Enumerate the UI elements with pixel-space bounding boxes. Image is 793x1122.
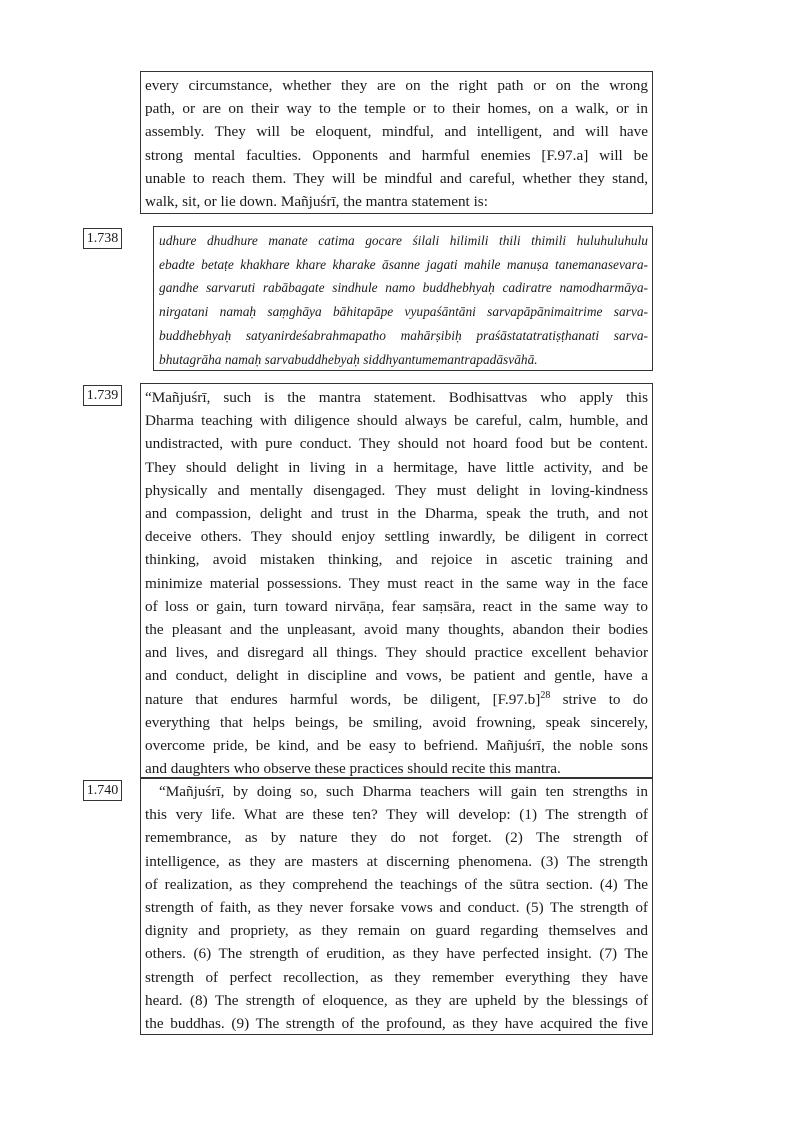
text-segment: strive to do [550, 690, 649, 708]
text-line: heard. (8) The strength of eloquence, as they are upheld by the blessings of [145, 991, 648, 1009]
text-line: ebadte betaṭe khakhare khare kharake āsanne jagati mahile manuṣa tanemanasevara- [159, 256, 648, 272]
footnote-marker[interactable]: 28 [540, 689, 551, 701]
text-line: of realization, as they comprehend the teachings of the sūtra section. (4) The [145, 875, 648, 893]
text-line: assembly. They will be eloquent, mindful, and intelligent, and will have [145, 123, 648, 141]
text-line: walk, sit, or lie down. Mañjuśrī, the mantra statement is: [145, 193, 488, 211]
text-line: and conduct, delight in discipline and vows, be patient and gentle, have a [145, 667, 648, 685]
text-line: and lives, and disregard all things. They should practice excellent behavior [145, 644, 648, 662]
continuation-paragraph [140, 71, 653, 214]
text-line: strength of faith, as they never forsake vows and conduct. (5) The strength of [145, 899, 648, 917]
text-line: gandhe sarvaruti rabābagate sindhule namo buddhebhyaḥ cadiratre namodharmāya- [159, 280, 648, 296]
text-line: thinking, avoid mistaken thinking, and rejoice in ascetic training and [145, 551, 648, 569]
text-line: and compassion, delight and trust in the Dharma, speak the truth, and not [145, 505, 648, 523]
text-line: “Mañjuśrī, such is the mantra statement. Bodhisattvas who apply this [145, 389, 648, 406]
text-line: minimize material possessions. They must react in the same way in the face [145, 574, 648, 592]
text-line: physically and mentally disengaged. They must delight in loving-kindness [145, 481, 648, 499]
text-line: this very life. What are these ten? They will develop: (1) The strength of [145, 806, 648, 824]
text-line: others. (6) The strength of erudition, as they have perfected insight. (7) The [145, 945, 648, 963]
text-line: They should delight in living in a hermitage, have little activity, and be [145, 458, 648, 476]
text-line: intelligence, as they are masters at discerning phenomena. (3) The strength [145, 852, 648, 870]
text-segment: nature that endures harmful words, be diligent, [F.97.b] [145, 690, 541, 708]
text-line [145, 688, 648, 711]
text-line: strength of perfect recollection, as they remember everything they have [145, 968, 648, 986]
text-line: the pleasant and the unpleasant, avoid many thoughts, abandon their bodies [145, 621, 648, 639]
text-line: strong mental faculties. Opponents and harmful enemies [F.97.a] will be [145, 146, 648, 164]
mantra-paragraph [153, 226, 653, 371]
paragraph-1740 [140, 778, 653, 1035]
text-line: “Mañjuśrī, by doing so, such Dharma teachers will gain ten strengths in [159, 783, 648, 800]
text-line: deceive others. They should enjoy settling inwardly, be diligent in correct [145, 528, 648, 546]
text-line: dignity and propriety, as they remain on guard regarding themselves and [145, 922, 648, 940]
text-line: remembrance, as by nature they do not forget. (2) The strength of [145, 829, 648, 847]
text-line: overcome pride, be kind, and be easy to befriend. Mañjuśrī, the noble sons [145, 737, 648, 755]
paragraph-number: 1.738 [83, 228, 122, 249]
paragraph-1739 [140, 383, 653, 778]
text-line: path, or are on their way to the temple or to their homes, on a walk, or in [145, 100, 648, 118]
text-line: udhure dhudhure manate catima gocare śilali hilimili thili thimili huluhuluhulu [159, 233, 648, 248]
text-line: buddhebhyaḥ satyanirdeśabrahmapatho mahārṣibiḥ praśāstatatratiṣṭhanati sarva- [159, 327, 648, 343]
text-line: unable to reach them. They will be mindful and careful, whether they stand, [145, 169, 648, 187]
paragraph-number: 1.739 [83, 385, 122, 406]
text-line: everything that helps beings, be smiling, avoid frowning, speak sincerely, [145, 713, 648, 731]
text-line: of loss or gain, turn toward nirvāṇa, fear saṃsāra, react in the same way to [145, 597, 648, 615]
text-line: nirgatani namaḥ saṃghāya bāhitapāpe vyupaśāntāni sarvapāpānimaitrime sarva- [159, 304, 648, 320]
text-line: and daughters who observe these practices should recite this mantra. [145, 760, 561, 778]
text-line: the buddhas. (9) The strength of the profound, as they have acquired the five [145, 1015, 648, 1033]
paragraph-number: 1.740 [83, 780, 122, 801]
text-line: every circumstance, whether they are on the right path or on the wrong [145, 77, 648, 94]
text-line: undistracted, with pure conduct. They should not hoard food but be content. [145, 435, 648, 453]
text-line: bhutagrāha namaḥ sarvabuddhebyaḥ siddhyantumemantrapadāsvāhā. [159, 351, 538, 367]
text-line: Dharma teaching with diligence should always be careful, calm, humble, and [145, 412, 648, 430]
